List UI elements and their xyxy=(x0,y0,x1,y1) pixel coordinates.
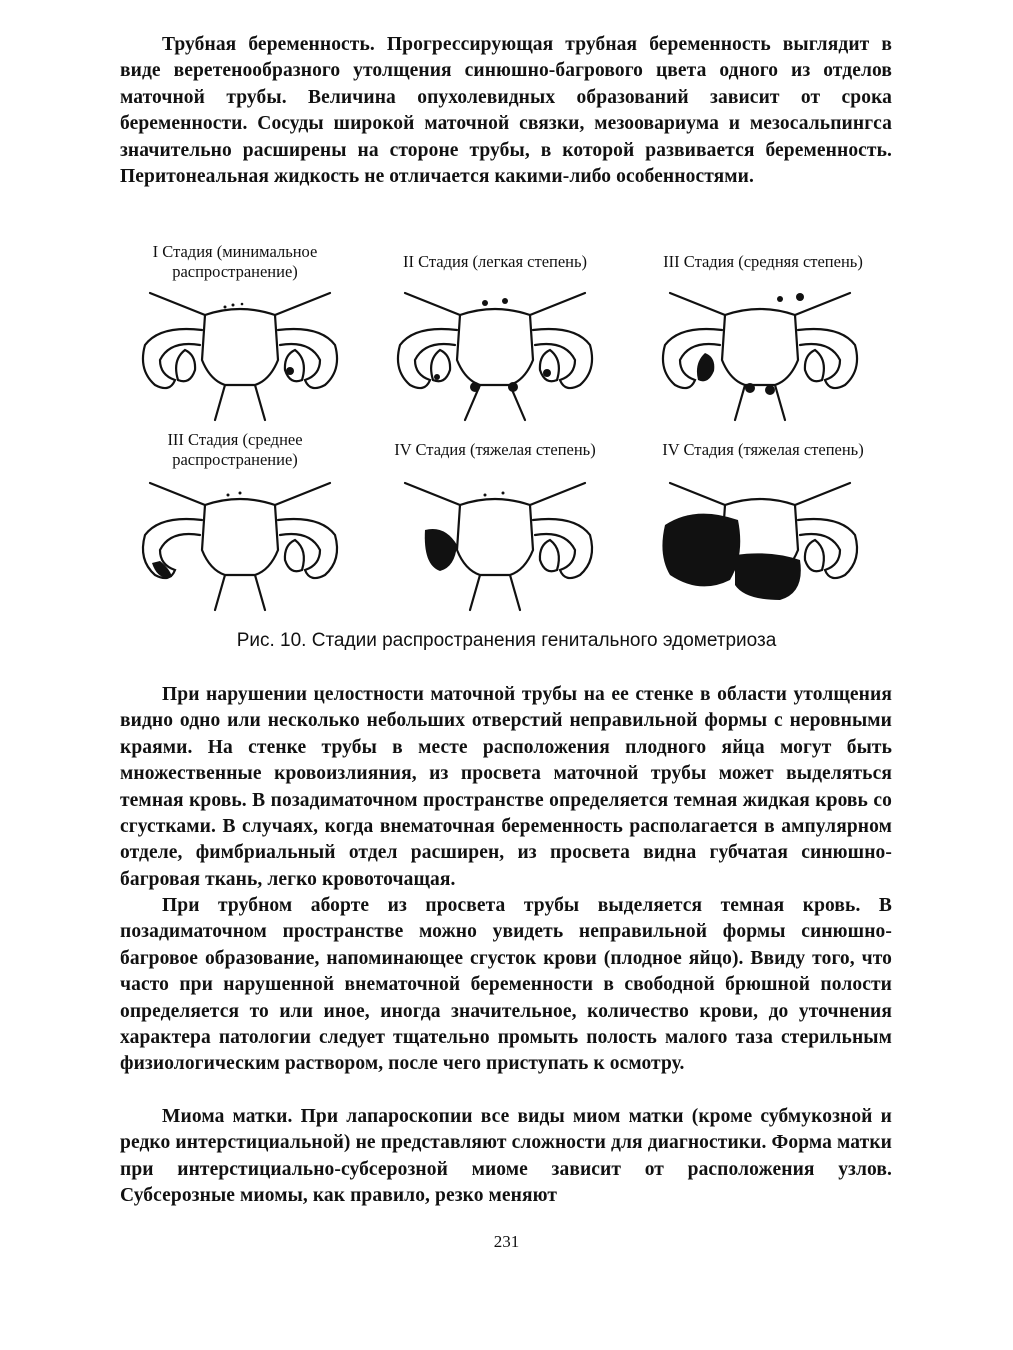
stage-6-illustration xyxy=(650,475,870,615)
stage-label: II Стадия (легкая степень) xyxy=(402,252,588,271)
stage-label: III Стадия (средняя степень) xyxy=(663,252,863,271)
stage-label: III Стадия (среднее распространение) xyxy=(167,430,303,469)
figure-caption: Рис. 10. Стадии распространения генитального эдометриоза xyxy=(236,630,777,651)
uterus-drawing xyxy=(405,483,592,610)
paragraph-tubal-pregnancy xyxy=(120,32,892,190)
stage-5-illustration xyxy=(385,475,605,615)
stage-1-illustration xyxy=(130,285,350,425)
paragraph-text: Трубная беременность. Прогрессирующая трубная беременность выглядит в виде веретенообразного утолщения синюшно-багрового цвета одного из отделов маточной трубы. Величина опухолевидных образований зависит от срока беременности. Сосуды широкой маточной связки, мезоовариума и мезосальпингса значительно расширены на стороне трубы, в которой развивается беременность. Перитонеальная жидкость не отличается какими-либо особенностями. xyxy=(120,34,892,188)
uterus-drawing xyxy=(143,483,337,610)
stage-label: IV Стадия (тяжелая степень) xyxy=(662,440,864,459)
stage-label: I Стадия (минимальное распространение) xyxy=(152,242,318,281)
stage-3-illustration xyxy=(650,285,870,425)
page-number: 231 xyxy=(493,1232,520,1251)
paragraph-tubal-abortion xyxy=(120,893,892,1078)
paragraph-uterine-myoma xyxy=(120,1104,892,1210)
uterus-drawing xyxy=(662,483,857,600)
paragraph-text: При нарушении целостности маточной трубы на ее стенке в области утолщения видно одно или несколько небольших отверстий неправильной формы с неровными краями. На стенке трубы в месте расположения плодного яйца могут быть множественные кровоизлияния, из просвета маточной трубы может выделяться темная кровь. В позадиматочном пространстве определяется темная жидкая кровь со сгустками. В случаях, когда внематочная беременность располагается в ампулярном отделе, фимбриальный отдел расширен, из просвета видна губчатая синюшно-багровая ткань, легко кровоточащая. xyxy=(120,684,892,890)
stage-4-illustration xyxy=(130,475,350,615)
paragraph-text: При трубном аборте из просвета трубы выделяется темная кровь. В позадиматочном пространстве можно увидеть неправильной формы синюшно-багровое образование, напоминающее сгусток крови (плодное яйцо). Ввиду того, что часто при нарушенной внематочной беременности в свободной брюшной полости определяется то или иное, иногда значительное, количество крови, до уточнения характера патологии следует тщательно промыть полость малого таза стерильным физиологическим раствором, после чего приступать к осмотру. xyxy=(120,895,892,1075)
uterus-drawing xyxy=(143,293,337,420)
stage-2-illustration xyxy=(385,285,605,425)
paragraph-tube-rupture xyxy=(120,682,892,893)
stage-label: IV Стадия (тяжелая степень) xyxy=(394,440,596,459)
uterus-drawing xyxy=(663,293,857,420)
paragraph-text: Миома матки. При лапароскопии все виды миом матки (кроме субмукозной и редко интерстициальной) не представляют сложности для диагностики. Форма матки при интерстициально-субсерозной миоме зависит от расположения узлов. Субсерозные миомы, как правило, резко меняют xyxy=(120,1106,892,1207)
uterus-drawing xyxy=(398,293,592,420)
